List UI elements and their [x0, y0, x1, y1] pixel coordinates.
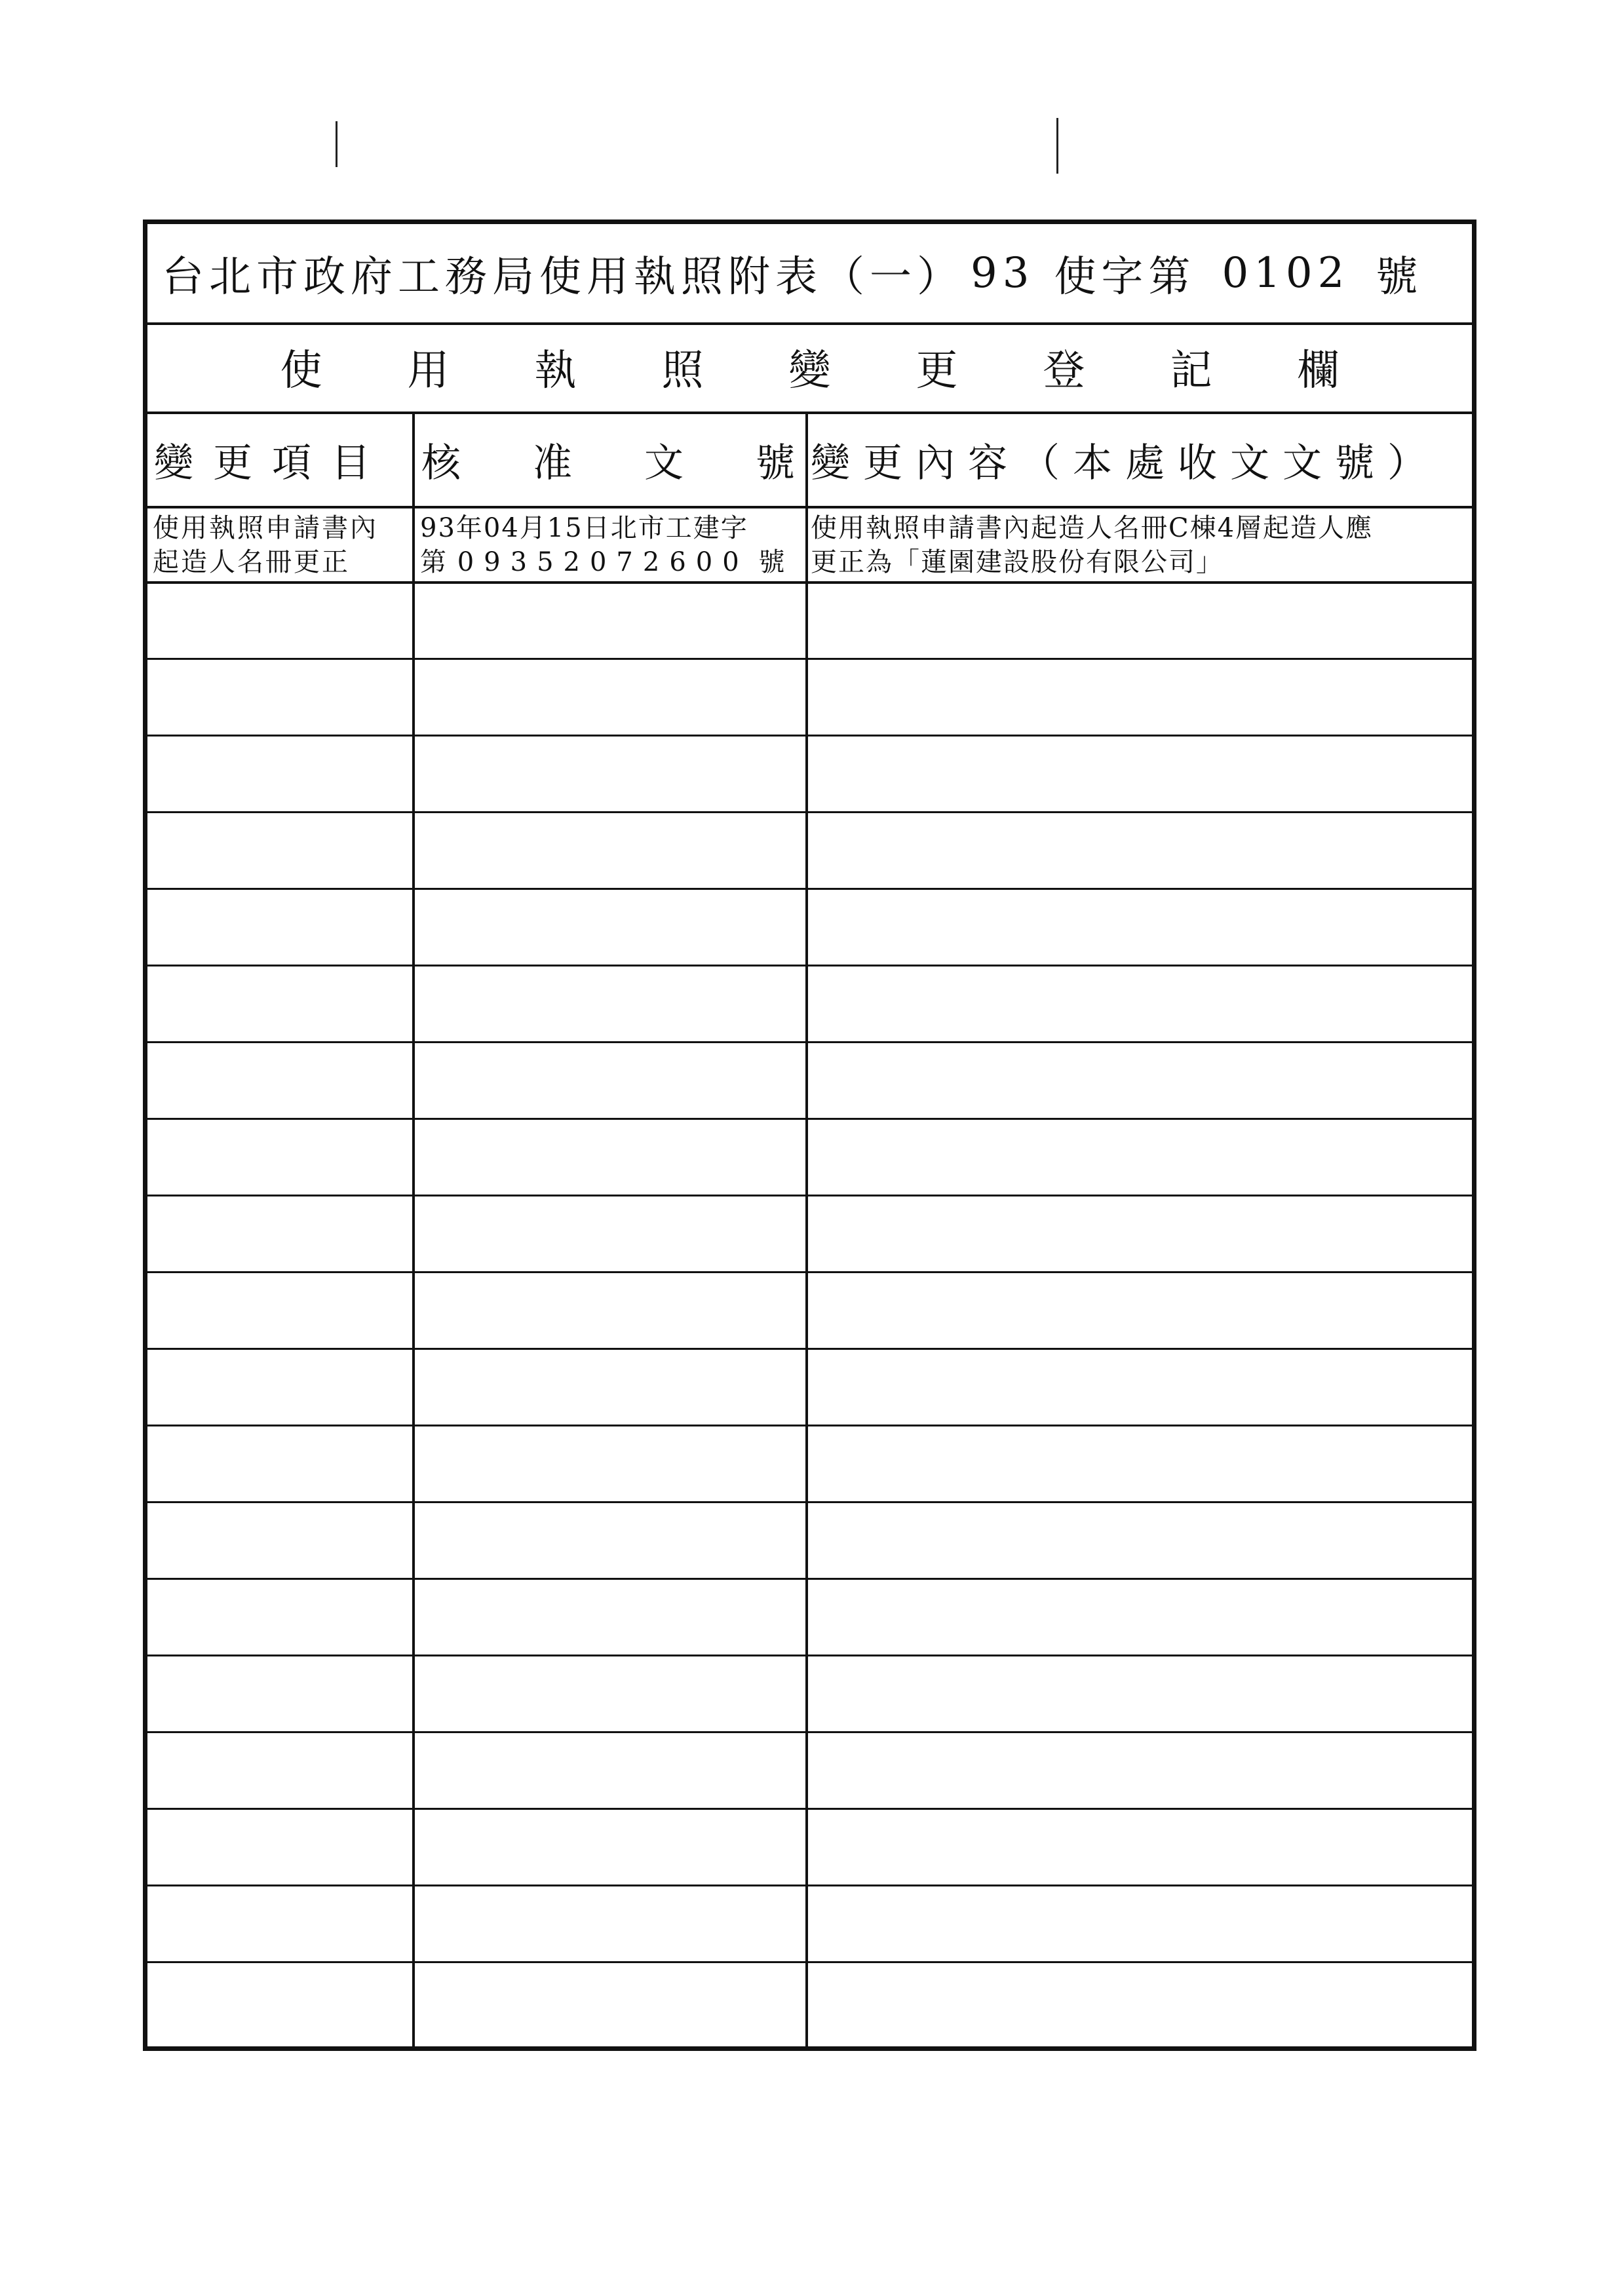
- table-row: [147, 1655, 1472, 1656]
- table-row: [147, 1195, 1472, 1196]
- header-approval-number-last: 號: [756, 440, 795, 486]
- table-row: [147, 658, 1472, 660]
- cell-approval-number: [420, 511, 810, 579]
- table-row: [147, 811, 1472, 813]
- cell-change-content-line2: 更正為「蓮園建設股份有限公司」: [811, 547, 1224, 577]
- cell-approval-number-line1: 93年04月15日北市工建字: [420, 513, 748, 543]
- table-row: [147, 1731, 1472, 1733]
- cell-approval-suffix: 號: [758, 547, 786, 577]
- header-approval-number: [421, 414, 808, 506]
- header-change-item: 變更項目: [154, 440, 390, 486]
- table-row: [147, 1808, 1472, 1810]
- table-row: [147, 1041, 1472, 1043]
- table-row: [147, 965, 1472, 966]
- table-row: [147, 1271, 1472, 1273]
- header-change-content: 變更內容（本處收文文號）: [811, 440, 1440, 486]
- cell-approval-digits: 09352072600: [457, 547, 749, 577]
- form-title-year: 93: [971, 249, 1035, 297]
- cell-change-item-line2: 起造人名冊更正: [153, 547, 350, 577]
- table-row: [147, 1348, 1472, 1350]
- table-row: [147, 1961, 1472, 1963]
- table-row: [147, 1118, 1472, 1120]
- header-approval-number-prefix: 核准文: [421, 440, 756, 486]
- cell-change-item: [153, 511, 412, 579]
- table-row: [147, 1885, 1472, 1886]
- table-header: [147, 414, 1472, 508]
- table-row: [147, 1578, 1472, 1580]
- section-title: 使用執照變更登記欄: [147, 322, 1472, 414]
- cell-approval-prefix: 第: [420, 547, 448, 577]
- table-row: [147, 1425, 1472, 1426]
- form-title-main: 台北市政府工務局使用執照附表（一）: [162, 253, 964, 301]
- column-divider-1: [412, 414, 415, 2046]
- cell-change-item-line1: 使用執照申請書內: [153, 513, 378, 543]
- form-title-mid: 使字第: [1054, 253, 1196, 301]
- column-divider-2: [805, 414, 808, 2046]
- cell-change-content-line1: 使用執照申請書內起造人名冊C棟4層起造人應: [811, 513, 1374, 543]
- form-title-number: 0102: [1222, 249, 1350, 297]
- cell-approval-number-line2: [420, 545, 810, 579]
- table-row: [147, 506, 1472, 584]
- form-title: [147, 224, 1472, 325]
- table-row: [147, 735, 1472, 737]
- cell-change-content: [811, 511, 1473, 579]
- punch-mark-right: [1056, 118, 1058, 174]
- form-table: [143, 220, 1476, 2051]
- punch-mark-left: [336, 121, 338, 167]
- table-row: [147, 888, 1472, 890]
- form-title-end: 號: [1376, 253, 1423, 301]
- table-row: [147, 1501, 1472, 1503]
